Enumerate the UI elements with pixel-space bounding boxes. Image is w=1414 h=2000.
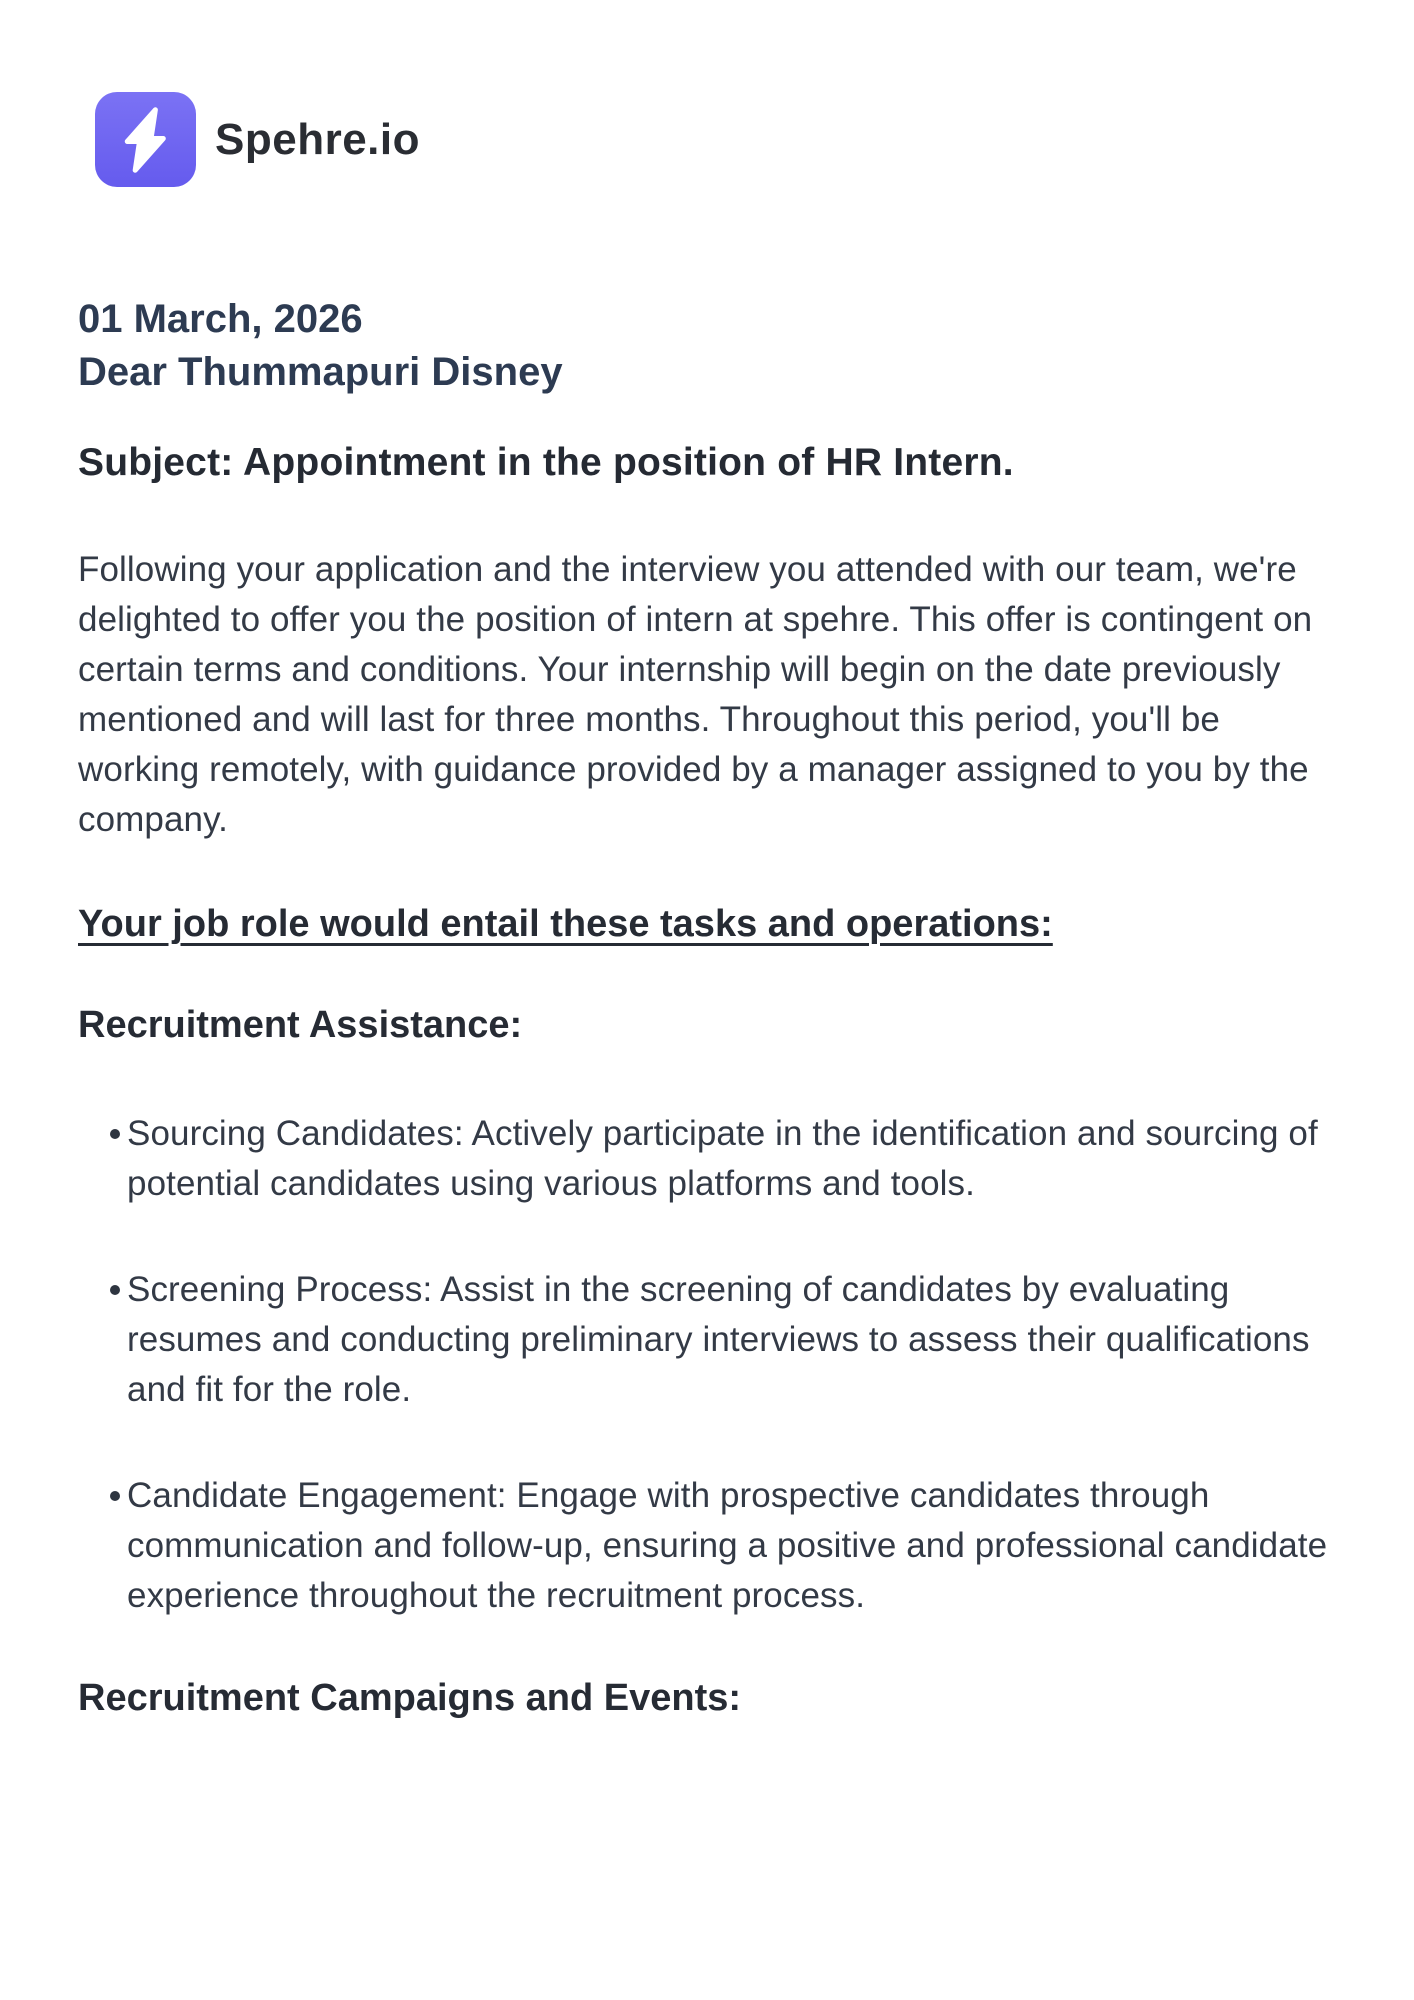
brand-header	[95, 92, 1336, 187]
spehre-logo	[95, 92, 196, 187]
list-item: Screening Process: Assist in the screening of candidates by evaluating resumes and conducting preliminary interviews to assess their qualifications and fit for the role.	[78, 1265, 1336, 1415]
letter-date: 01 March, 2026	[78, 297, 363, 341]
section-heading-job-role: Your job role would entail these tasks and operations:	[78, 903, 1053, 945]
date-and-salutation	[78, 293, 1336, 399]
brand-name: Spehre.io	[215, 114, 420, 164]
list-item: Sourcing Candidates: Actively participate in the identification and sourcing of potential candidates using various platforms and tools.	[78, 1109, 1336, 1209]
subject-line: Subject: Appointment in the position of HR Intern.	[78, 441, 1014, 484]
intro-paragraph: Following your application and the interview you attended with our team, we're delighted to offer you the position of intern at spehre. This offer is contingent on certain terms and conditions. Your internship will begin on the date previously mentioned and will last for three months. Throughout this period, you'll be working remotely, with guidance provided by a manager assigned to you by the company.	[78, 550, 1313, 839]
task-list	[78, 1109, 1336, 1621]
letter-salutation: Dear Thummapuri Disney	[78, 350, 563, 394]
subsection-heading-recruitment-assistance: Recruitment Assistance:	[78, 1004, 523, 1046]
lightning-s-icon	[110, 104, 182, 176]
heading-recruitment-campaigns: Recruitment Campaigns and Events:	[78, 1677, 742, 1719]
list-item: Candidate Engagement: Engage with prospective candidates through communication and follow-up, ensuring a positive and professional candidate experience throughout the recruitment process.	[78, 1471, 1336, 1621]
